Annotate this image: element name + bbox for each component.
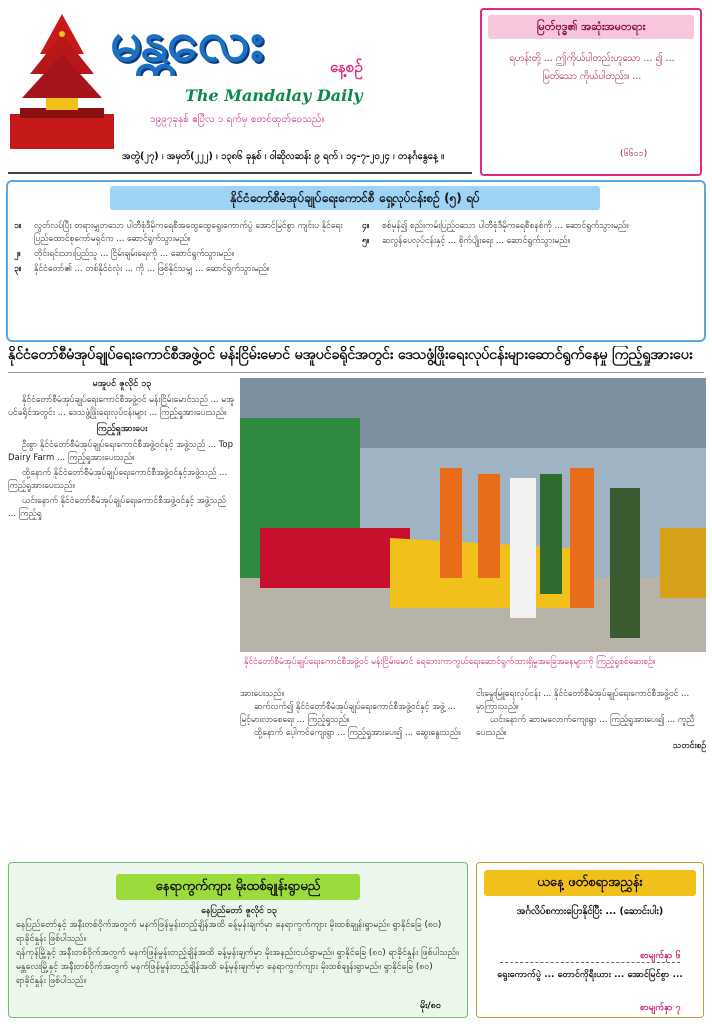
item-text: ဆလွန်ပေလုပ်ငန်းနှင့် ... စိုက်ပျိုးရေး ... ဆောင်ရွက်သွားမည်။ [382, 236, 571, 246]
weather-forecast: နေပြည်တော်နှင့် အနီးတစ်ဝိုက်အတွက် မနက်ဖြန်မွန်းတည့်ချိန်အထိ ခန့်မှန်းချက်မှာ နေရာကွက်ကျား မိုးထစ်ချုန်းရွာမည်။ ရွာနိုင်ခြေ (၈၀) ရာခိုင်နှုန်း ဖြစ်ပါသည်။ [16, 920, 442, 944]
article-paragraph: ဆက်လက်၍ နိုင်ငံတော်စီမံအုပ်ချုပ်ရေးကောင်စီအဖွဲ့ဝင်နှင့် အဖွဲ့ ... မြင့်မားလာစေရေး ... ကြည့်ရှုသည်။ [240, 702, 456, 725]
item-number: ၄။ [362, 221, 370, 231]
article-column-left [8, 378, 236, 856]
article-byline: မအူပင် ဇူလိုင် ၁၃ [92, 379, 152, 389]
weather-forecast: မန္တလေးမြို့နှင့် အနီးတစ်ဝိုက်အတွက် မနက်ဖြန်မွန်းတည့်ချိန်အထိ ခန့်မှန်းချက်မှာ နေရာကွက်ကျား မိုးထစ်ချုန်းရွာမည်။ ရွာနိုင်ခြေ (၈၀) ရာခိုင်နှုန်း ဖြစ်ပါသည်။ [16, 962, 433, 986]
slogan-title: မြတ်ဗုဒ္ဓ၏ အဆုံးအမတရား [488, 15, 694, 39]
slogan-code: (၆၆၀၁) [620, 149, 648, 159]
reading-item[interactable]: အင်္ဂလိပ်စကားပြောနိုင်ပြီး ... (ဆောင်းပါး) [516, 906, 664, 917]
list-item [14, 263, 350, 276]
article-paragraph: အားပေးသည်။ [240, 689, 285, 699]
objectives-title: နိုင်ငံတော်စီမံအုပ်ချုပ်ရေးကောင်စီ ရှေ့လုပ်ငန်းစဉ် (၅) ရပ် [110, 186, 600, 210]
list-item [362, 220, 698, 233]
item-text: လွတ်လပ်ပြီး တရားမျှတသော ပါတီစုံဒီမိုကရေစီအထွေထွေရွေးကောက်ပွဲ အောင်မြင်စွာ ကျင်းပ နိုင်ရေး ပြည်ထောင်စုကော်မရှင်က ... ဆောင်ရွက်သွားမည်။ [34, 221, 343, 244]
article-subhead: ကြည့်ရှုအားပေး [96, 424, 148, 434]
weather-code: မိုး/၈၀ [420, 1001, 441, 1011]
item-text: စစ်မှန်၍ စည်းကမ်းပြည့်ဝသော ပါတီစုံဒီမိုကရေစီစနစ်ကို ... ဆောင်ရွက်သွားမည်။ [382, 221, 629, 231]
reading-page-ref[interactable]: စာမျက်နှာ ၇ [640, 1003, 681, 1013]
photo-person [610, 488, 640, 638]
objectives-left-column [14, 220, 350, 338]
article-paragraph: နိုင်ငံတော်စီမံအုပ်ချုပ်ရေးကောင်စီအဖွဲ့ဝင် မန်းငြိမ်းမောင်သည် ... မအူပင်ခရိုင်အတွင်း ... ဒေသဖွံ့ဖြိုးရေးလုပ်ငန်းများ ... ကြည့်ရှုအားပေးသည်။ [8, 395, 234, 418]
news-photo [240, 378, 706, 652]
slogan-body: ရဟန်းတို့ ... ဤကိုယ်ပါတည်းဟူသော ... ၍ ... မြတ်သော ကိုယ်ပါတည်း။ ... [509, 53, 675, 82]
photo-person [440, 468, 462, 578]
article-paragraph: ငါးမွေးမြူရေးလုပ်ငန်း ... နိုင်ငံတော်စီမံအုပ်ချုပ်ရေးကောင်စီအဖွဲ့ဝင် ... မှာကြားသည်။ [476, 689, 690, 712]
photo-person [510, 478, 536, 618]
article-paragraph: ဦးစွာ နိုင်ငံတော်စီမံအုပ်ချုပ်ရေးကောင်စီအဖွဲ့ဝင်နှင့် အဖွဲ့သည် ... Top Dairy Farm ... ကြည့်ရှုအားပေးသည်။ [8, 440, 234, 463]
photo-person [570, 468, 594, 608]
photo-chair [660, 528, 706, 598]
newspaper-logo: မန္တလေး [110, 8, 263, 74]
article-paragraph: ထို့နောက် နိုင်ငံတော်စီမံအုပ်ချုပ်ရေးကောင်စီအဖွဲ့ဝင်နှင့်အဖွဲ့သည် ... ကြည့်ရှုအားပေးသည်။ [8, 468, 228, 491]
weather-forecast: ရန်ကုန်မြို့နှင့် အနီးတစ်ဝိုက်အတွက် မနက်ဖြန်မွန်းတည့်ချိန်အထိ ခန့်မှန်းချက်မှာ မိုးအနည်းငယ်ရွာမည်။ ရွာနိုင်ခြေ (၈၀) ရာခိုင်နှုန်း ဖြစ်ပါသည်။ [16, 948, 459, 958]
photo-person [478, 474, 500, 578]
weather-title: နေရာကွက်ကျား မိုးထစ်ချုန်းရွာမည် [116, 874, 360, 900]
item-number: ၁။ [14, 221, 22, 231]
item-number: ၅။ [362, 236, 370, 246]
item-number: ၂။ [14, 249, 21, 259]
article-column-right [476, 688, 706, 856]
reading-divider [500, 962, 680, 963]
item-number: ၃။ [14, 264, 22, 274]
emblem-wall [10, 114, 114, 149]
english-title: The Mandalay Daily [185, 86, 363, 105]
masthead-motto: ၁၉၉၇ခုနှစ် ဧပြီလ ၁ ရက်မှ စတင်ထုတ်ဝေသည်။ [150, 114, 325, 125]
photo-caption: နိုင်ငံတော်စီမံအုပ်ချုပ်ရေးကောင်စီအဖွဲ့ဝင် မန်းငြိမ်းမောင် ရေဘေးကာကွယ်ရေးဆောင်ရွက်ထားရှိမှုအခြေအနေများကို ကြည့်ရှုစစ်ဆေးစဉ်။ [244, 657, 656, 667]
objectives-right-column [362, 220, 698, 338]
article-paragraph: ထို့နောက် ပေ့ါကင်ကျေးရွာ ... ကြည့်ရှုအားပေး၍ ... ဆွေးနွေးသည်။ [254, 728, 461, 738]
list-item [14, 220, 350, 246]
emblem-finial [59, 31, 65, 37]
article-signature: သတင်းစဉ် [673, 741, 706, 751]
todays-reading-title: ယနေ့ ဖတ်စရာအညွှန်း [484, 870, 696, 896]
issue-line: အတွဲ(၂၇) ၊ အမှတ်(၂၂၂) ၊ ၁၃၈၆ ခုနှစ် ၊ ဝါဆိုလဆန်း ၉ ရက် ၊ ၁၄-၇-၂၀၂၄ ၊ တနင်္ဂနွေနေ့ ။ [121, 151, 445, 162]
weather-body [16, 904, 462, 1014]
header-divider [8, 172, 472, 174]
photo-person [540, 474, 562, 594]
emblem-gate [46, 98, 78, 110]
list-item [14, 248, 350, 261]
article-paragraph: ယင်းနောက် ဆားမလောက်ကျေးရွာ ... ကြည့်ရှုအားပေး၍ ... ကူညီပေးသည်။ [476, 715, 695, 738]
headline-divider [8, 372, 704, 373]
article-column-middle [240, 688, 468, 856]
item-text: တိုင်းရင်းသားပြည်သူ ... ငြိမ်းချမ်းရေးကို ... ဆောင်ရွက်သွားမည်။ [34, 249, 235, 259]
item-text: နိုင်ငံတော်၏ ... တစ်နိုင်ငံလုံး ... ကို ... ဖြစ်နိုင်သမျှ ... ဆောင်ရွက်သွားမည်။ [34, 264, 270, 274]
list-item [362, 235, 698, 248]
main-headline: နိုင်ငံတော်စီမံအုပ်ချုပ်ရေးကောင်စီအဖွဲ့ဝင် မန်းငြိမ်းမောင် မအူပင်ခရိုင်အတွင်း ဒေသဖွံ့ဖြိုးရေးလုပ်ငန်းများဆောင်ရွက်နေမှု ကြည့်ရှုအားပေး [8, 347, 693, 363]
photo-equipment [260, 528, 410, 588]
emblem-spire-low [22, 54, 102, 98]
weather-dateline: နေပြည်တော် ဇူလိုင် ၁၃ [201, 906, 277, 916]
article-paragraph: ယင်းနောက် နိုင်ငံတော်စီမံအုပ်ချုပ်ရေးကောင်စီအဖွဲ့ဝင်နှင့် အဖွဲ့သည် ... ကြည့်ရှု [8, 496, 226, 519]
reading-item[interactable]: ရွေးကောက်ပွဲ ... တောင်ကိုရီးယား ... အောင်မြင်စွာ ... [497, 970, 683, 980]
palace-emblem [10, 14, 114, 149]
reading-page-ref[interactable]: စာမျက်နှာ ၆ [640, 951, 681, 961]
logo-subtitle: နေ့စဉ် [330, 58, 363, 76]
